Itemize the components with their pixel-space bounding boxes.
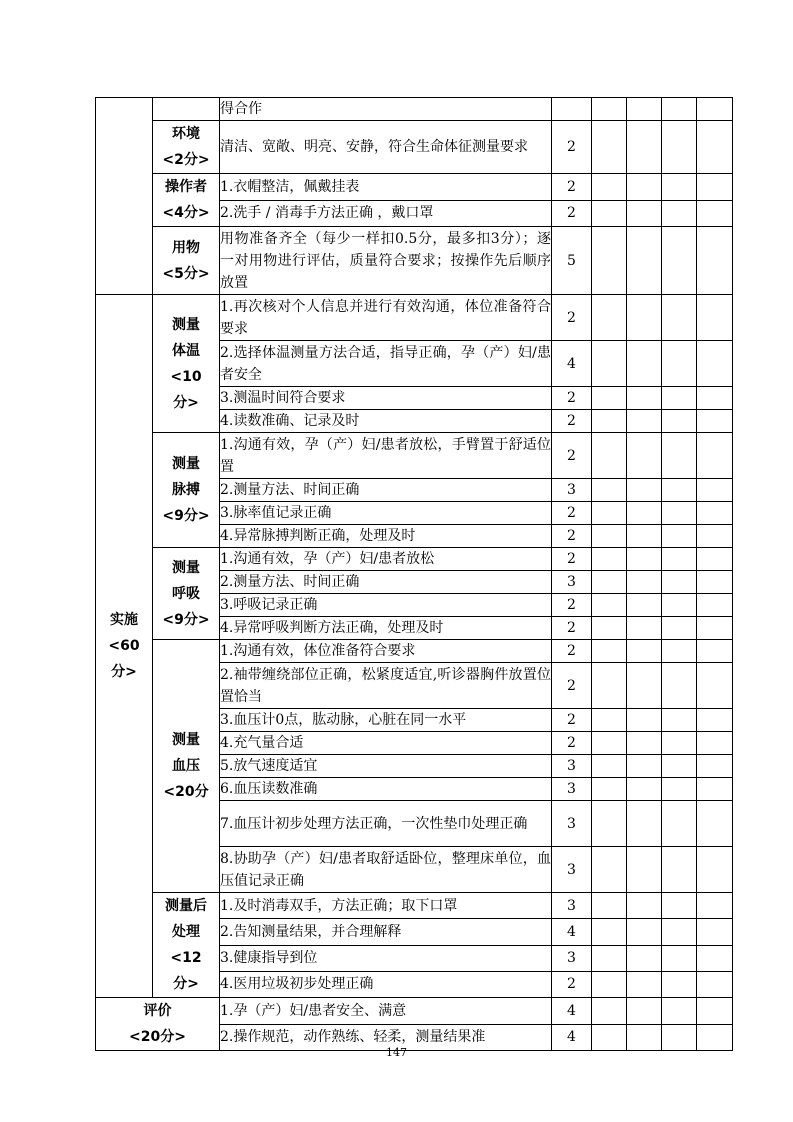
points-cell: 3 <box>552 571 592 594</box>
category-post: 测量后 处理 <12 分> <box>153 893 220 998</box>
item-text: 1.及时消毒双手，方法正确；取下口罩 <box>220 893 552 919</box>
item-text: 1.沟通有效，孕（产）妇/患者放松 <box>220 548 552 571</box>
blank-cell <box>627 893 662 919</box>
blank-cell <box>697 640 733 663</box>
blank-cell <box>627 847 662 893</box>
item-text: 3.呼吸记录正确 <box>220 594 552 617</box>
blank-cell <box>662 200 697 227</box>
blank-cell <box>697 227 733 295</box>
blank-cell <box>662 847 697 893</box>
blank-cell <box>592 121 627 174</box>
blank-cell <box>592 200 627 227</box>
blank-cell <box>627 617 662 640</box>
blank-cell <box>592 295 627 341</box>
blank-cell <box>697 893 733 919</box>
blank-cell <box>662 341 697 387</box>
blank-cell <box>592 919 627 945</box>
blank-cell <box>592 732 627 755</box>
blank-cell <box>592 801 627 847</box>
blank-cell <box>592 502 627 525</box>
blank-cell <box>592 893 627 919</box>
blank-cell <box>662 945 697 971</box>
item-text: 7.血压计初步处理方法正确，一次性垫巾处理正确 <box>220 801 552 847</box>
blank-cell <box>592 479 627 502</box>
points-cell: 2 <box>552 433 592 479</box>
blank-cell <box>697 998 733 1025</box>
blank-cell <box>697 945 733 971</box>
blank-cell <box>697 121 733 174</box>
blank-cell <box>697 571 733 594</box>
item-text: 1.沟通有效，孕（产）妇/患者放松，手臂置于舒适位置 <box>220 433 552 479</box>
table-row <box>96 98 733 121</box>
blank-cell <box>697 801 733 847</box>
blank-cell <box>592 525 627 548</box>
blank-cell <box>627 571 662 594</box>
blank-cell <box>697 548 733 571</box>
points-cell: 2 <box>552 971 592 997</box>
blank-cell <box>592 778 627 801</box>
table-row <box>96 174 733 201</box>
points-cell: 5 <box>552 227 592 295</box>
item-text: 2.选择体温测量方法合适，指导正确，孕（产）妇/患者安全 <box>220 341 552 387</box>
points-cell: 4 <box>552 1024 592 1051</box>
points-cell: 3 <box>552 778 592 801</box>
blank-cell <box>662 617 697 640</box>
blank-cell <box>697 847 733 893</box>
blank-cell <box>627 341 662 387</box>
blank-cell <box>592 433 627 479</box>
table-row <box>96 433 733 479</box>
blank-cell <box>592 548 627 571</box>
blank-cell <box>627 971 662 997</box>
blank-cell <box>662 778 697 801</box>
category-respiration: 测量 呼吸 <9分> <box>153 548 220 640</box>
blank-cell <box>697 525 733 548</box>
blank-cell <box>662 801 697 847</box>
points-cell: 2 <box>552 709 592 732</box>
blank-cell <box>592 709 627 732</box>
blank-cell <box>662 663 697 709</box>
points-cell: 2 <box>552 295 592 341</box>
points-cell: 2 <box>552 174 592 201</box>
blank-cell <box>627 548 662 571</box>
points-cell: 2 <box>552 548 592 571</box>
blank-cell <box>592 971 627 997</box>
blank-cell <box>697 594 733 617</box>
blank-cell <box>697 387 733 410</box>
scoring-table <box>95 97 733 1051</box>
item-text: 1.衣帽整洁，佩戴挂表 <box>220 174 552 201</box>
item-text: 2.测量方法、时间正确 <box>220 571 552 594</box>
table-row <box>96 640 733 663</box>
item-text: 4.异常脉搏判断正确，处理及时 <box>220 525 552 548</box>
blank-cell <box>662 410 697 433</box>
blank-cell <box>627 998 662 1025</box>
item-text: 5.放气速度适宜 <box>220 755 552 778</box>
blank-cell <box>627 98 662 121</box>
blank-cell <box>662 919 697 945</box>
blank-cell <box>627 919 662 945</box>
table-row <box>96 893 733 919</box>
blank-cell <box>662 479 697 502</box>
blank-cell <box>662 387 697 410</box>
points-cell: 2 <box>552 732 592 755</box>
category-supplies: 用物 <5分> <box>153 227 220 295</box>
blank-cell <box>662 548 697 571</box>
blank-cell <box>662 433 697 479</box>
blank-cell <box>697 919 733 945</box>
blank-cell <box>697 341 733 387</box>
points-cell: 2 <box>552 663 592 709</box>
blank-cell <box>697 433 733 479</box>
blank-cell <box>697 755 733 778</box>
blank-cell <box>697 295 733 341</box>
points-cell: 3 <box>552 945 592 971</box>
category-blood-pressure: 测量 血压 <20分 <box>153 640 220 893</box>
blank-cell <box>627 732 662 755</box>
blank-cell <box>697 502 733 525</box>
blank-cell <box>627 387 662 410</box>
points-cell: 2 <box>552 387 592 410</box>
points-cell: 2 <box>552 121 592 174</box>
blank-cell <box>592 387 627 410</box>
blank-cell <box>592 998 627 1025</box>
blank-cell <box>627 709 662 732</box>
blank-cell <box>627 525 662 548</box>
blank-cell <box>627 778 662 801</box>
item-text: 4.读数准确、记录及时 <box>220 410 552 433</box>
blank-cell <box>662 174 697 201</box>
points-cell: 2 <box>552 502 592 525</box>
item-text: 1.沟通有效，体位准备符合要求 <box>220 640 552 663</box>
blank-cell <box>697 174 733 201</box>
blank-cell <box>592 174 627 201</box>
blank-cell <box>627 174 662 201</box>
blank-cell <box>662 893 697 919</box>
points-cell: 2 <box>552 640 592 663</box>
blank-cell <box>627 433 662 479</box>
item-text: 2.告知测量结果，并合理解释 <box>220 919 552 945</box>
category-temperature: 测量 体温 <10 分> <box>153 295 220 433</box>
item-text: 用物准备齐全（每少一样扣0.5分，最多扣3分）；逐一对用物进行评估，质量符合要求；按操作先后顺序放置 <box>220 227 552 295</box>
category-pulse: 测量 脉搏 <9分> <box>153 433 220 548</box>
item-text: 1.孕（产）妇/患者安全、满意 <box>220 998 552 1025</box>
blank-cell <box>627 200 662 227</box>
item-text: 4.异常呼吸判断方法正确，处理及时 <box>220 617 552 640</box>
blank-cell <box>627 479 662 502</box>
blank-cell <box>697 98 733 121</box>
blank-cell <box>592 341 627 387</box>
item-text: 清洁、宽敞、明亮、安静，符合生命体征测量要求 <box>220 121 552 174</box>
points-cell: 4 <box>552 998 592 1025</box>
blank-cell <box>662 709 697 732</box>
blank-cell <box>627 295 662 341</box>
points-cell: 4 <box>552 919 592 945</box>
points-cell: 3 <box>552 801 592 847</box>
item-text: 3.测温时间符合要求 <box>220 387 552 410</box>
item-text: 2.测量方法、时间正确 <box>220 479 552 502</box>
blank-cell <box>627 663 662 709</box>
category-environment: 环境 <2分> <box>153 121 220 174</box>
blank-cell <box>592 663 627 709</box>
points-cell: 3 <box>552 893 592 919</box>
item-text: 1.再次核对个人信息并进行有效沟通，体位准备符合要求 <box>220 295 552 341</box>
blank-cell <box>697 617 733 640</box>
item-text: 2.袖带缠绕部位正确，松紧度适宜,听诊器胸件放置位置恰当 <box>220 663 552 709</box>
blank-cell <box>662 732 697 755</box>
item-text: 2.操作规范，动作熟练、轻柔，测量结果准 <box>220 1024 552 1051</box>
item-text: 3.血压计0点，肱动脉，心脏在同一水平 <box>220 709 552 732</box>
item-text: 3.脉率值记录正确 <box>220 502 552 525</box>
table-row <box>96 548 733 571</box>
blank-cell <box>662 998 697 1025</box>
blank-cell <box>662 295 697 341</box>
prep-section-cell <box>96 98 153 295</box>
table-row <box>96 295 733 341</box>
blank-cell <box>697 479 733 502</box>
blank-cell <box>627 945 662 971</box>
blank-cell <box>662 502 697 525</box>
blank-cell <box>627 410 662 433</box>
blank-cell <box>627 640 662 663</box>
blank-cell <box>662 755 697 778</box>
blank-cell <box>592 847 627 893</box>
blank-cell <box>592 571 627 594</box>
table-row <box>96 998 733 1025</box>
points-cell: 2 <box>552 617 592 640</box>
blank-cell <box>592 755 627 778</box>
blank-cell <box>697 778 733 801</box>
item-text: 4.医用垃圾初步处理正确 <box>220 971 552 997</box>
blank-cell <box>592 410 627 433</box>
blank-cell <box>662 227 697 295</box>
points-cell: 3 <box>552 847 592 893</box>
item-text: 8.协助孕（产）妇/患者取舒适卧位，整理床单位，血压值记录正确 <box>220 847 552 893</box>
blank-cell <box>592 227 627 295</box>
blank-cell <box>697 732 733 755</box>
blank-cell <box>697 663 733 709</box>
points-cell: 2 <box>552 525 592 548</box>
page-number: 147 <box>386 1046 407 1059</box>
blank-cell <box>627 227 662 295</box>
points-cell: 4 <box>552 341 592 387</box>
item-text: 得合作 <box>220 98 552 121</box>
blank-cell <box>627 755 662 778</box>
scoring-sheet <box>95 97 733 1051</box>
blank-cell <box>697 410 733 433</box>
points-cell: 3 <box>552 755 592 778</box>
category-operator: 操作者 <4分> <box>153 174 220 227</box>
blank-cell <box>662 525 697 548</box>
blank-cell <box>592 945 627 971</box>
item-text: 3.健康指导到位 <box>220 945 552 971</box>
item-text: 2.洗手 / 消毒手方法正确 ，戴口罩 <box>220 200 552 227</box>
blank-cell <box>592 617 627 640</box>
blank-cell <box>627 121 662 174</box>
blank-cell <box>697 971 733 997</box>
item-text: 4.充气量合适 <box>220 732 552 755</box>
blank-cell <box>697 709 733 732</box>
blank-cell <box>662 121 697 174</box>
points-cell: 2 <box>552 410 592 433</box>
points-cell: 2 <box>552 594 592 617</box>
blank-cell <box>662 640 697 663</box>
blank-cell <box>627 502 662 525</box>
category-evaluation: 评价 <20分> <box>96 998 220 1051</box>
category-implementation: 实施 <60 分> <box>96 295 153 998</box>
blank-cell <box>662 98 697 121</box>
points-cell: 2 <box>552 200 592 227</box>
blank-cell <box>627 801 662 847</box>
blank-cell <box>627 594 662 617</box>
blank-cell <box>697 200 733 227</box>
category-cell-continued <box>153 98 220 121</box>
blank-cell <box>592 594 627 617</box>
table-row <box>96 227 733 295</box>
table-row <box>96 121 733 174</box>
item-text: 6.血压读数准确 <box>220 778 552 801</box>
blank-cell <box>662 571 697 594</box>
points-cell: 3 <box>552 479 592 502</box>
blank-cell <box>592 640 627 663</box>
blank-cell <box>662 971 697 997</box>
blank-cell <box>592 98 627 121</box>
points-cell <box>552 98 592 121</box>
blank-cell <box>662 594 697 617</box>
